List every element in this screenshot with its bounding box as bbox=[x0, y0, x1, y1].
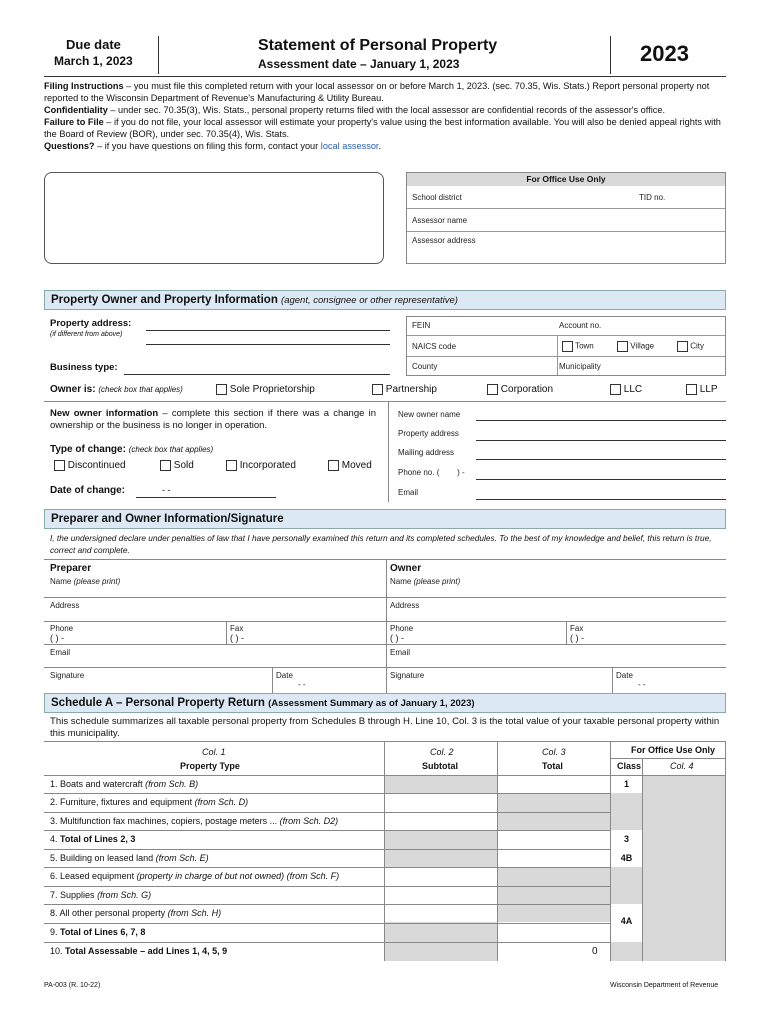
county-field[interactable]: County bbox=[412, 362, 438, 371]
row-reference: (from Sch. D) bbox=[194, 797, 249, 807]
sole-checkbox[interactable] bbox=[216, 384, 227, 395]
row-label: Total of Lines 2, 3 bbox=[60, 834, 136, 844]
table-row bbox=[50, 927, 145, 937]
preparer-fax-field[interactable]: Fax ( ) - bbox=[230, 624, 244, 643]
town-option[interactable]: Town bbox=[562, 341, 594, 352]
incorporated-checkbox[interactable] bbox=[226, 460, 237, 471]
owner-email-field[interactable]: Email bbox=[390, 648, 411, 657]
preparer-address-field[interactable]: Address bbox=[50, 601, 80, 610]
divider bbox=[44, 559, 726, 560]
fein-field[interactable]: FEIN bbox=[412, 321, 431, 330]
owner-fax-field[interactable]: Fax ( ) - bbox=[570, 624, 584, 643]
vertical-divider bbox=[566, 622, 567, 644]
row-col2-input[interactable] bbox=[385, 924, 497, 942]
row-label: Supplies bbox=[60, 890, 98, 900]
account-no-field[interactable]: Account no. bbox=[559, 321, 602, 330]
preparer-heading: Preparer bbox=[50, 563, 92, 574]
divider bbox=[407, 208, 725, 209]
row-col2-input[interactable] bbox=[385, 831, 497, 849]
if-different-note: (if different from above) bbox=[50, 331, 123, 338]
preparer-section-header: Preparer and Owner Information/Signature bbox=[44, 509, 726, 529]
corporation-option[interactable]: Corporation bbox=[487, 384, 553, 395]
preparer-phone-field[interactable]: Phone ( ) - bbox=[50, 624, 74, 643]
preparer-date-field[interactable]: Date - - bbox=[276, 671, 306, 689]
row-number: 7. bbox=[50, 890, 58, 900]
hline bbox=[610, 758, 726, 759]
local-assessor-link[interactable]: local assessor bbox=[320, 141, 379, 151]
property-address-field: Property address bbox=[398, 429, 459, 438]
row-class: 4A bbox=[620, 916, 633, 926]
property-address-input-2[interactable] bbox=[146, 344, 390, 345]
row-col3-input[interactable] bbox=[498, 924, 610, 942]
row-class: 1 bbox=[623, 779, 629, 789]
row-number: 10. bbox=[50, 946, 63, 956]
business-type-input[interactable] bbox=[124, 374, 390, 375]
filing-instructions: Filing Instructions – you must file this completed return with your local assessor on or before March 1, 2023. (sec. 70.35, Wis. Stats.) Report personal property not reported to the Wisconsin Department of Revenue's Manufacturing & Utility Bureau. bbox=[44, 81, 710, 103]
row-reference: (from Sch. D2) bbox=[279, 816, 339, 826]
property-address-new-input[interactable] bbox=[476, 440, 726, 441]
mailing-address-input[interactable] bbox=[476, 459, 726, 460]
divider bbox=[44, 401, 726, 402]
new-owner-name-input[interactable] bbox=[476, 420, 726, 421]
col3-header: Col. 3 bbox=[542, 747, 566, 757]
divider bbox=[407, 231, 725, 232]
village-checkbox[interactable] bbox=[617, 341, 628, 352]
table-row bbox=[50, 908, 221, 918]
vertical-divider bbox=[272, 668, 273, 693]
vertical-divider bbox=[386, 560, 387, 693]
confidentiality: Confidentiality – under sec. 70.35(3), Wis. Stats., personal property returns filed with the local assessor are confidential records of the assessor's office. bbox=[44, 105, 665, 115]
row-label: Furniture, fixtures and equipment bbox=[60, 797, 195, 807]
row-number: 5. bbox=[50, 853, 58, 863]
row-col3-input[interactable] bbox=[498, 831, 610, 849]
business-type-label: Business type: bbox=[50, 362, 118, 373]
schedule-a-table bbox=[44, 741, 726, 961]
divider bbox=[407, 335, 725, 336]
preparer-email-field[interactable]: Email bbox=[50, 648, 71, 657]
mailing-address-box[interactable] bbox=[44, 172, 384, 264]
partnership-option[interactable]: Partnership bbox=[372, 384, 437, 395]
phone-field: Phone no. ( ) - bbox=[398, 468, 465, 477]
type-of-change: Type of change: (check box that applies) bbox=[50, 444, 214, 455]
city-option[interactable]: City bbox=[677, 341, 704, 352]
header-divider bbox=[158, 36, 159, 74]
table-row bbox=[50, 871, 339, 881]
row-col2-input[interactable] bbox=[385, 813, 497, 831]
agency-name: Wisconsin Department of Revenue bbox=[610, 982, 719, 989]
total-value: 0 bbox=[592, 946, 598, 957]
llc-option[interactable]: LLC bbox=[610, 384, 642, 395]
vertical-divider bbox=[612, 668, 613, 693]
row-label: Leased equipment bbox=[60, 871, 137, 881]
row-number: 9. bbox=[50, 927, 58, 937]
incorporated-option[interactable]: Incorporated bbox=[226, 460, 296, 471]
owner-date-field[interactable]: Date - - bbox=[616, 671, 646, 689]
city-checkbox[interactable] bbox=[677, 341, 688, 352]
row-number: 8. bbox=[50, 908, 58, 918]
class-header: Class bbox=[616, 761, 642, 771]
schedule-a-header: Schedule A – Personal Property Return (Assessment Summary as of January 1, 2023) bbox=[44, 693, 726, 713]
divider bbox=[44, 621, 726, 622]
moved-option[interactable]: Moved bbox=[328, 460, 372, 471]
assessor-address-field[interactable]: Assessor address bbox=[412, 236, 476, 245]
schedule-a-description: This schedule summarizes all taxable personal property from Schedules B through H. Line 10, Col. 3 is the total value of your taxable personal property within this municipality. bbox=[50, 716, 720, 739]
row-reference: (from Sch. H) bbox=[167, 908, 222, 918]
due-date: March 1, 2023 bbox=[54, 54, 133, 68]
row-label: Building on leased land bbox=[60, 853, 156, 863]
col2-header: Col. 2 bbox=[430, 747, 454, 757]
divider bbox=[44, 597, 726, 598]
naics-field[interactable]: NAICS code bbox=[412, 342, 457, 351]
row-reference: (property in charge of but not owned) (from Sch. F) bbox=[136, 871, 340, 881]
office-use-box bbox=[406, 172, 726, 264]
row-label: Total of Lines 6, 7, 8 bbox=[60, 927, 146, 937]
row-number: 2. bbox=[50, 797, 58, 807]
property-address-input[interactable] bbox=[146, 330, 390, 331]
form-number: PA-003 (R. 10-22) bbox=[44, 982, 101, 989]
due-label: Due date bbox=[66, 37, 121, 52]
vertical-divider bbox=[388, 402, 389, 502]
date-of-change-label: Date of change: bbox=[50, 485, 126, 496]
table-row bbox=[50, 797, 248, 807]
row-col3-input[interactable] bbox=[498, 887, 610, 905]
row-class: 3 bbox=[623, 834, 629, 844]
row-number: 4. bbox=[50, 834, 58, 844]
questions: Questions? – if you have questions on filing this form, contact your local assessor. bbox=[44, 141, 382, 151]
llc-checkbox[interactable] bbox=[610, 384, 621, 395]
llp-option[interactable]: LLP bbox=[686, 384, 718, 395]
phone-input[interactable] bbox=[476, 479, 726, 480]
owner-name-field[interactable]: Name (please print) bbox=[390, 577, 461, 586]
owner-signature-field[interactable]: Signature bbox=[390, 671, 425, 680]
discontinued-checkbox[interactable] bbox=[54, 460, 65, 471]
fein-box bbox=[406, 316, 726, 376]
table-row bbox=[50, 853, 209, 863]
divider bbox=[44, 667, 726, 668]
table-row bbox=[50, 779, 198, 789]
row-label: Total Assessable – add Lines 1, 4, 5, 9 bbox=[65, 946, 228, 956]
row-col2-input[interactable] bbox=[385, 850, 497, 868]
assessment-date: Assessment date – January 1, 2023 bbox=[258, 57, 460, 71]
table-row bbox=[50, 834, 135, 844]
sold-option[interactable]: Sold bbox=[160, 460, 194, 471]
class-grey-6 bbox=[611, 867, 642, 904]
row-label: Boats and watercraft bbox=[60, 779, 146, 789]
declaration: I, the undersigned declare under penalties of law that I have personally examined this return and its completed schedules. To the best of my knowledge and belief, this return is true, correct and complete. bbox=[50, 533, 712, 555]
corporation-checkbox[interactable] bbox=[487, 384, 498, 395]
moved-checkbox[interactable] bbox=[328, 460, 339, 471]
owner-heading: Owner bbox=[390, 563, 422, 574]
office-use-header: For Office Use Only bbox=[630, 745, 716, 755]
form-year: 2023 bbox=[640, 41, 689, 66]
new-owner-info: New owner information – complete this section if there was a change in ownership or the business is no longer in operation. bbox=[50, 408, 376, 431]
header-divider bbox=[610, 36, 611, 74]
row-col2-input[interactable] bbox=[385, 887, 497, 905]
col1-subheader: Property Type bbox=[180, 761, 240, 771]
assessor-name-field[interactable]: Assessor name bbox=[412, 216, 468, 225]
form-title: Statement of Personal Property bbox=[258, 37, 498, 54]
vertical-divider bbox=[226, 622, 227, 644]
row-col3-input[interactable] bbox=[498, 794, 610, 812]
row-col3-input[interactable] bbox=[498, 850, 610, 868]
row-col3-input[interactable] bbox=[498, 868, 610, 886]
row-col3-input[interactable] bbox=[498, 813, 610, 831]
table-row bbox=[50, 816, 338, 826]
llp-checkbox[interactable] bbox=[686, 384, 697, 395]
row-col3-input[interactable] bbox=[498, 905, 610, 923]
town-checkbox[interactable] bbox=[562, 341, 573, 352]
row-col3-input[interactable] bbox=[498, 776, 610, 794]
discontinued-option[interactable]: Discontinued bbox=[54, 460, 126, 471]
table-row bbox=[50, 890, 151, 900]
partnership-checkbox[interactable] bbox=[372, 384, 383, 395]
municipality-field[interactable]: Municipality bbox=[559, 362, 601, 371]
tid-field[interactable]: TID no. bbox=[639, 193, 666, 202]
sole-option[interactable]: Sole Proprietorship bbox=[216, 384, 315, 395]
header bbox=[44, 34, 726, 76]
preparer-name-field[interactable]: Name (please print) bbox=[50, 577, 121, 586]
school-district-field[interactable]: School district bbox=[412, 193, 462, 202]
row-class: 4B bbox=[620, 853, 633, 863]
property-address-label: Property address: bbox=[50, 318, 132, 329]
col1-header: Col. 1 bbox=[202, 747, 226, 757]
owner-address-field[interactable]: Address bbox=[390, 601, 420, 610]
row-reference: (from Sch. E) bbox=[155, 853, 209, 863]
row-reference: (from Sch. G) bbox=[97, 890, 152, 900]
row-label: All other personal property bbox=[59, 908, 168, 918]
col2-subheader: Subtotal bbox=[422, 761, 458, 771]
owner-section-header: Property Owner and Property Information (agent, consignee or other representative) bbox=[44, 290, 726, 310]
email-field: Email bbox=[398, 488, 419, 497]
instructions bbox=[44, 80, 730, 152]
table-row bbox=[50, 946, 227, 956]
row-number: 3. bbox=[50, 816, 58, 826]
row-col2-input[interactable] bbox=[385, 794, 497, 812]
col4-header: Col. 4 bbox=[670, 761, 694, 771]
divider bbox=[557, 335, 558, 375]
row-number: 6. bbox=[50, 871, 58, 881]
divider bbox=[44, 644, 726, 645]
row-col2-input[interactable] bbox=[385, 776, 497, 794]
col3-subheader: Total bbox=[542, 761, 563, 771]
owner-phone-field[interactable]: Phone ( ) - bbox=[390, 624, 414, 643]
failure-to-file: Failure to File – if you do not file, your local assessor will estimate your property's value using the best information available. You will also be denied appeal rights with the Board of Review (BOR), under sec. 70.35(4), Wis. Stats. bbox=[44, 117, 721, 139]
preparer-signature-field[interactable]: Signature bbox=[50, 671, 85, 680]
row-number: 1. bbox=[50, 779, 58, 789]
class-grey-10 bbox=[611, 942, 642, 961]
row-reference: (from Sch. B) bbox=[145, 779, 199, 789]
mailing-address-field: Mailing address bbox=[398, 448, 455, 457]
row-col2-input[interactable] bbox=[385, 868, 497, 886]
date-of-change-dashes: - - bbox=[162, 485, 171, 495]
date-of-change-input[interactable] bbox=[136, 497, 276, 498]
row-col2-input[interactable] bbox=[385, 905, 497, 923]
owner-is-row: Owner is: (check box that applies) Sole Proprietorship Partnership Corporation LLC LLP bbox=[50, 384, 718, 396]
row-label: Multifunction fax machines, copiers, postage meters ... bbox=[60, 816, 280, 826]
class-grey-2 bbox=[611, 793, 642, 830]
row-col2-input[interactable] bbox=[385, 943, 497, 961]
office-use-title: For Office Use Only bbox=[407, 173, 725, 186]
email-input[interactable] bbox=[476, 499, 726, 500]
col4-grey bbox=[643, 775, 725, 961]
new-owner-name-field[interactable]: New owner name bbox=[398, 410, 461, 419]
village-option[interactable]: Village bbox=[617, 341, 654, 352]
header-rule bbox=[44, 76, 726, 77]
divider bbox=[407, 356, 725, 357]
sold-checkbox[interactable] bbox=[160, 460, 171, 471]
